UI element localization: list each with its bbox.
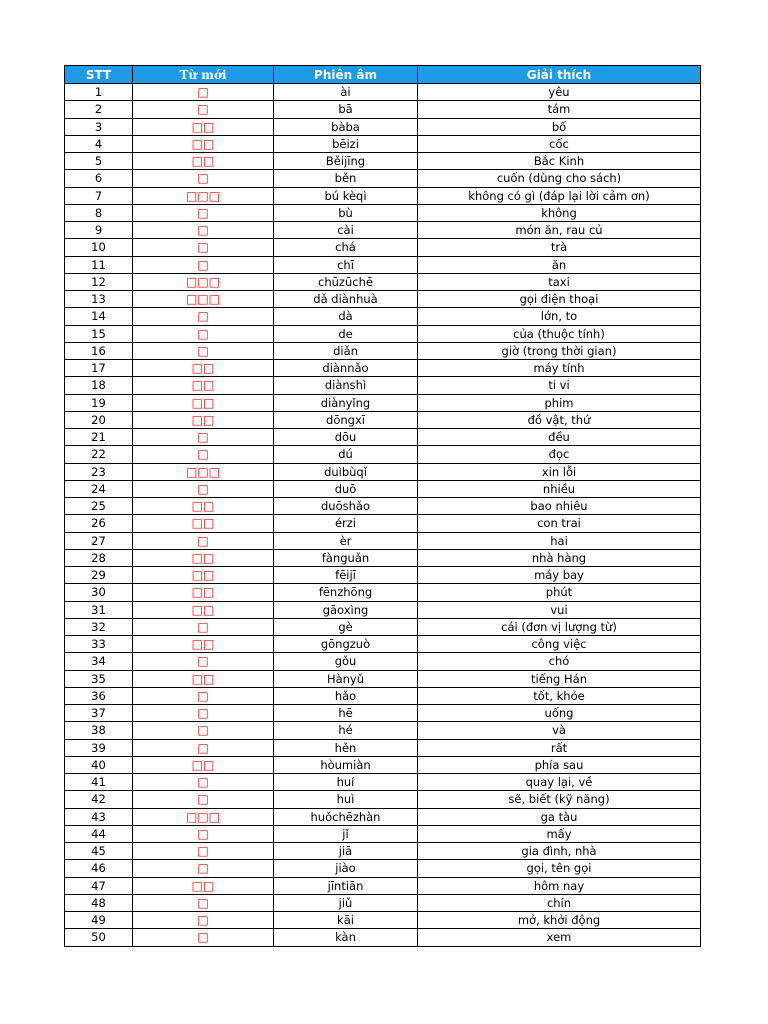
header-meaning: Giải thích: [418, 66, 701, 84]
meaning-cell: không: [418, 204, 701, 221]
table-row: [65, 912, 701, 929]
chinese-word: □□: [133, 360, 274, 377]
meaning-cell: xem: [418, 929, 701, 946]
meaning-cell: cuốn (dùng cho sách): [418, 170, 701, 187]
pinyin-cell: jiǔ: [274, 894, 418, 911]
header-stt: STT: [65, 66, 133, 84]
pinyin-cell: jiào: [274, 860, 418, 877]
chinese-word: □: [133, 480, 274, 497]
meaning-cell: quay lại, về: [418, 774, 701, 791]
pinyin-cell: chá: [274, 239, 418, 256]
table-row: [65, 687, 701, 704]
table-row: [65, 377, 701, 394]
table-row: [65, 860, 701, 877]
chinese-word: □: [133, 101, 274, 118]
row-number: 3: [65, 118, 133, 135]
row-number: 5: [65, 153, 133, 170]
table-row: [65, 291, 701, 308]
meaning-cell: gọi điện thoại: [418, 291, 701, 308]
table-row: [65, 791, 701, 808]
pinyin-cell: huí: [274, 774, 418, 791]
pinyin-cell: diǎn: [274, 342, 418, 359]
meaning-cell: gọi, tên gọi: [418, 860, 701, 877]
chinese-word: □□: [133, 394, 274, 411]
chinese-word: □□: [133, 601, 274, 618]
pinyin-cell: diànnǎo: [274, 360, 418, 377]
pinyin-cell: hěn: [274, 739, 418, 756]
chinese-word: □: [133, 860, 274, 877]
chinese-word: □: [133, 653, 274, 670]
pinyin-cell: hé: [274, 722, 418, 739]
chinese-word: □□□: [133, 808, 274, 825]
row-number: 13: [65, 291, 133, 308]
pinyin-cell: ài: [274, 84, 418, 101]
pinyin-cell: kāi: [274, 912, 418, 929]
pinyin-cell: gè: [274, 618, 418, 635]
meaning-cell: món ăn, rau củ: [418, 222, 701, 239]
row-number: 27: [65, 532, 133, 549]
meaning-cell: cốc: [418, 135, 701, 152]
chinese-word: □: [133, 170, 274, 187]
meaning-cell: phim: [418, 394, 701, 411]
row-number: 10: [65, 239, 133, 256]
table-row: [65, 825, 701, 842]
row-number: 11: [65, 256, 133, 273]
meaning-cell: nhiều: [418, 480, 701, 497]
table-row: [65, 273, 701, 290]
table-row: [65, 342, 701, 359]
meaning-cell: chó: [418, 653, 701, 670]
pinyin-cell: fēijī: [274, 567, 418, 584]
chinese-word: □□: [133, 411, 274, 428]
table-row: [65, 463, 701, 480]
table-row: [65, 204, 701, 221]
chinese-word: □: [133, 774, 274, 791]
table-row: [65, 929, 701, 946]
table-row: [65, 756, 701, 773]
row-number: 23: [65, 463, 133, 480]
pinyin-cell: hòumiàn: [274, 756, 418, 773]
chinese-word: □□: [133, 135, 274, 152]
meaning-cell: rất: [418, 739, 701, 756]
pinyin-cell: gǒu: [274, 653, 418, 670]
table-row: [65, 584, 701, 601]
table-row: [65, 480, 701, 497]
row-number: 25: [65, 498, 133, 515]
meaning-cell: nhà hàng: [418, 549, 701, 566]
vocabulary-table: [64, 65, 701, 947]
table-row: [65, 256, 701, 273]
row-number: 43: [65, 808, 133, 825]
meaning-cell: uống: [418, 705, 701, 722]
pinyin-cell: dōngxī: [274, 411, 418, 428]
row-number: 4: [65, 135, 133, 152]
chinese-word: □□□: [133, 291, 274, 308]
chinese-word: □: [133, 256, 274, 273]
chinese-word: □: [133, 791, 274, 808]
chinese-word: □: [133, 929, 274, 946]
pinyin-cell: bù: [274, 204, 418, 221]
row-number: 8: [65, 204, 133, 221]
pinyin-cell: Běijīng: [274, 153, 418, 170]
meaning-cell: hai: [418, 532, 701, 549]
table-row: [65, 222, 701, 239]
row-number: 34: [65, 653, 133, 670]
row-number: 32: [65, 618, 133, 635]
meaning-cell: vui: [418, 601, 701, 618]
meaning-cell: bao nhiêu: [418, 498, 701, 515]
table-row: [65, 636, 701, 653]
table-row: [65, 153, 701, 170]
meaning-cell: phút: [418, 584, 701, 601]
table-row: [65, 739, 701, 756]
pinyin-cell: hē: [274, 705, 418, 722]
meaning-cell: của (thuộc tính): [418, 325, 701, 342]
meaning-cell: lớn, to: [418, 308, 701, 325]
chinese-word: □: [133, 687, 274, 704]
pinyin-cell: chī: [274, 256, 418, 273]
chinese-word: □: [133, 618, 274, 635]
chinese-word: □□: [133, 584, 274, 601]
pinyin-cell: huì: [274, 791, 418, 808]
table-row: [65, 567, 701, 584]
chinese-word: □□: [133, 670, 274, 687]
pinyin-cell: duìbùqǐ: [274, 463, 418, 480]
row-number: 38: [65, 722, 133, 739]
row-number: 30: [65, 584, 133, 601]
pinyin-cell: bú kèqì: [274, 187, 418, 204]
table-row: [65, 84, 701, 101]
pinyin-cell: fànguǎn: [274, 549, 418, 566]
row-number: 16: [65, 342, 133, 359]
table-row: [65, 618, 701, 635]
chinese-word: □: [133, 325, 274, 342]
row-number: 28: [65, 549, 133, 566]
chinese-word: □□: [133, 153, 274, 170]
meaning-cell: đồ vật, thứ: [418, 411, 701, 428]
chinese-word: □□: [133, 498, 274, 515]
table-row: [65, 722, 701, 739]
table-row: [65, 101, 701, 118]
table-row: [65, 808, 701, 825]
row-number: 40: [65, 756, 133, 773]
row-number: 44: [65, 825, 133, 842]
chinese-word: □: [133, 84, 274, 101]
meaning-cell: tám: [418, 101, 701, 118]
chinese-word: □: [133, 912, 274, 929]
meaning-cell: ăn: [418, 256, 701, 273]
meaning-cell: ga tàu: [418, 808, 701, 825]
meaning-cell: cái (đơn vị lượng từ): [418, 618, 701, 635]
row-number: 6: [65, 170, 133, 187]
table-row: [65, 446, 701, 463]
meaning-cell: tiếng Hán: [418, 670, 701, 687]
pinyin-cell: cài: [274, 222, 418, 239]
meaning-cell: công việc: [418, 636, 701, 653]
row-number: 49: [65, 912, 133, 929]
table-row: [65, 705, 701, 722]
row-number: 42: [65, 791, 133, 808]
chinese-word: □: [133, 825, 274, 842]
meaning-cell: phía sau: [418, 756, 701, 773]
header-word: Từ mới: [133, 66, 274, 84]
pinyin-cell: gāoxìng: [274, 601, 418, 618]
chinese-word: □: [133, 446, 274, 463]
table-row: [65, 498, 701, 515]
chinese-word: □: [133, 239, 274, 256]
chinese-word: □□: [133, 636, 274, 653]
table-row: [65, 532, 701, 549]
meaning-cell: mở, khởi động: [418, 912, 701, 929]
pinyin-cell: diànyǐng: [274, 394, 418, 411]
table-row: [65, 894, 701, 911]
row-number: 7: [65, 187, 133, 204]
chinese-word: □□: [133, 118, 274, 135]
pinyin-cell: chūzūchē: [274, 273, 418, 290]
table-row: [65, 601, 701, 618]
pinyin-cell: gōngzuò: [274, 636, 418, 653]
meaning-cell: trà: [418, 239, 701, 256]
header-row: [65, 66, 701, 84]
pinyin-cell: duō: [274, 480, 418, 497]
row-number: 17: [65, 360, 133, 377]
row-number: 37: [65, 705, 133, 722]
table-row: [65, 239, 701, 256]
pinyin-cell: bēizi: [274, 135, 418, 152]
row-number: 35: [65, 670, 133, 687]
chinese-word: □□□: [133, 273, 274, 290]
meaning-cell: và: [418, 722, 701, 739]
meaning-cell: chín: [418, 894, 701, 911]
row-number: 50: [65, 929, 133, 946]
row-number: 19: [65, 394, 133, 411]
pinyin-cell: èr: [274, 532, 418, 549]
meaning-cell: tốt, khỏe: [418, 687, 701, 704]
chinese-word: □: [133, 222, 274, 239]
meaning-cell: ti vi: [418, 377, 701, 394]
pinyin-cell: dà: [274, 308, 418, 325]
row-number: 14: [65, 308, 133, 325]
chinese-word: □□: [133, 756, 274, 773]
meaning-cell: đọc: [418, 446, 701, 463]
row-number: 9: [65, 222, 133, 239]
table-row: [65, 429, 701, 446]
chinese-word: □□: [133, 377, 274, 394]
row-number: 39: [65, 739, 133, 756]
table-row: [65, 843, 701, 860]
row-number: 1: [65, 84, 133, 101]
row-number: 12: [65, 273, 133, 290]
meaning-cell: máy bay: [418, 567, 701, 584]
pinyin-cell: érzi: [274, 515, 418, 532]
row-number: 24: [65, 480, 133, 497]
row-number: 47: [65, 877, 133, 894]
meaning-cell: con trai: [418, 515, 701, 532]
chinese-word: □: [133, 204, 274, 221]
chinese-word: □: [133, 843, 274, 860]
meaning-cell: taxi: [418, 273, 701, 290]
row-number: 22: [65, 446, 133, 463]
pinyin-cell: bàba: [274, 118, 418, 135]
chinese-word: □□: [133, 549, 274, 566]
table-row: [65, 118, 701, 135]
table-row: [65, 670, 701, 687]
row-number: 31: [65, 601, 133, 618]
pinyin-cell: jǐ: [274, 825, 418, 842]
row-number: 20: [65, 411, 133, 428]
chinese-word: □□: [133, 567, 274, 584]
pinyin-cell: jīntiān: [274, 877, 418, 894]
row-number: 15: [65, 325, 133, 342]
table-row: [65, 360, 701, 377]
pinyin-cell: huǒchēzhàn: [274, 808, 418, 825]
meaning-cell: Bắc Kinh: [418, 153, 701, 170]
pinyin-cell: dú: [274, 446, 418, 463]
chinese-word: □□: [133, 515, 274, 532]
pinyin-cell: kàn: [274, 929, 418, 946]
chinese-word: □: [133, 705, 274, 722]
row-number: 18: [65, 377, 133, 394]
header-pinyin: Phiên âm: [274, 66, 418, 84]
meaning-cell: máy tính: [418, 360, 701, 377]
table-row: [65, 515, 701, 532]
pinyin-cell: diànshì: [274, 377, 418, 394]
table-row: [65, 411, 701, 428]
pinyin-cell: hǎo: [274, 687, 418, 704]
chinese-word: □□□: [133, 463, 274, 480]
pinyin-cell: jiā: [274, 843, 418, 860]
chinese-word: □: [133, 894, 274, 911]
table-row: [65, 135, 701, 152]
row-number: 46: [65, 860, 133, 877]
row-number: 33: [65, 636, 133, 653]
meaning-cell: xin lỗi: [418, 463, 701, 480]
row-number: 26: [65, 515, 133, 532]
chinese-word: □: [133, 308, 274, 325]
row-number: 45: [65, 843, 133, 860]
table-row: [65, 170, 701, 187]
pinyin-cell: de: [274, 325, 418, 342]
row-number: 36: [65, 687, 133, 704]
chinese-word: □□: [133, 877, 274, 894]
meaning-cell: giờ (trong thời gian): [418, 342, 701, 359]
chinese-word: □: [133, 342, 274, 359]
pinyin-cell: dōu: [274, 429, 418, 446]
chinese-word: □: [133, 739, 274, 756]
chinese-word: □: [133, 722, 274, 739]
table-row: [65, 549, 701, 566]
table-body: [65, 84, 701, 947]
row-number: 41: [65, 774, 133, 791]
meaning-cell: sẽ, biết (kỹ năng): [418, 791, 701, 808]
table-row: [65, 877, 701, 894]
meaning-cell: hôm nay: [418, 877, 701, 894]
meaning-cell: đều: [418, 429, 701, 446]
meaning-cell: gia đình, nhà: [418, 843, 701, 860]
row-number: 29: [65, 567, 133, 584]
pinyin-cell: bā: [274, 101, 418, 118]
chinese-word: □□□: [133, 187, 274, 204]
meaning-cell: yêu: [418, 84, 701, 101]
chinese-word: □: [133, 429, 274, 446]
row-number: 48: [65, 894, 133, 911]
pinyin-cell: dǎ diànhuà: [274, 291, 418, 308]
table-row: [65, 308, 701, 325]
pinyin-cell: duōshǎo: [274, 498, 418, 515]
pinyin-cell: Hànyǔ: [274, 670, 418, 687]
meaning-cell: bố: [418, 118, 701, 135]
table-row: [65, 774, 701, 791]
table-row: [65, 325, 701, 342]
table-row: [65, 394, 701, 411]
meaning-cell: không có gì (đáp lại lời cảm ơn): [418, 187, 701, 204]
row-number: 2: [65, 101, 133, 118]
table-row: [65, 187, 701, 204]
chinese-word: □: [133, 532, 274, 549]
row-number: 21: [65, 429, 133, 446]
table-row: [65, 653, 701, 670]
pinyin-cell: fēnzhōng: [274, 584, 418, 601]
meaning-cell: mấy: [418, 825, 701, 842]
pinyin-cell: běn: [274, 170, 418, 187]
